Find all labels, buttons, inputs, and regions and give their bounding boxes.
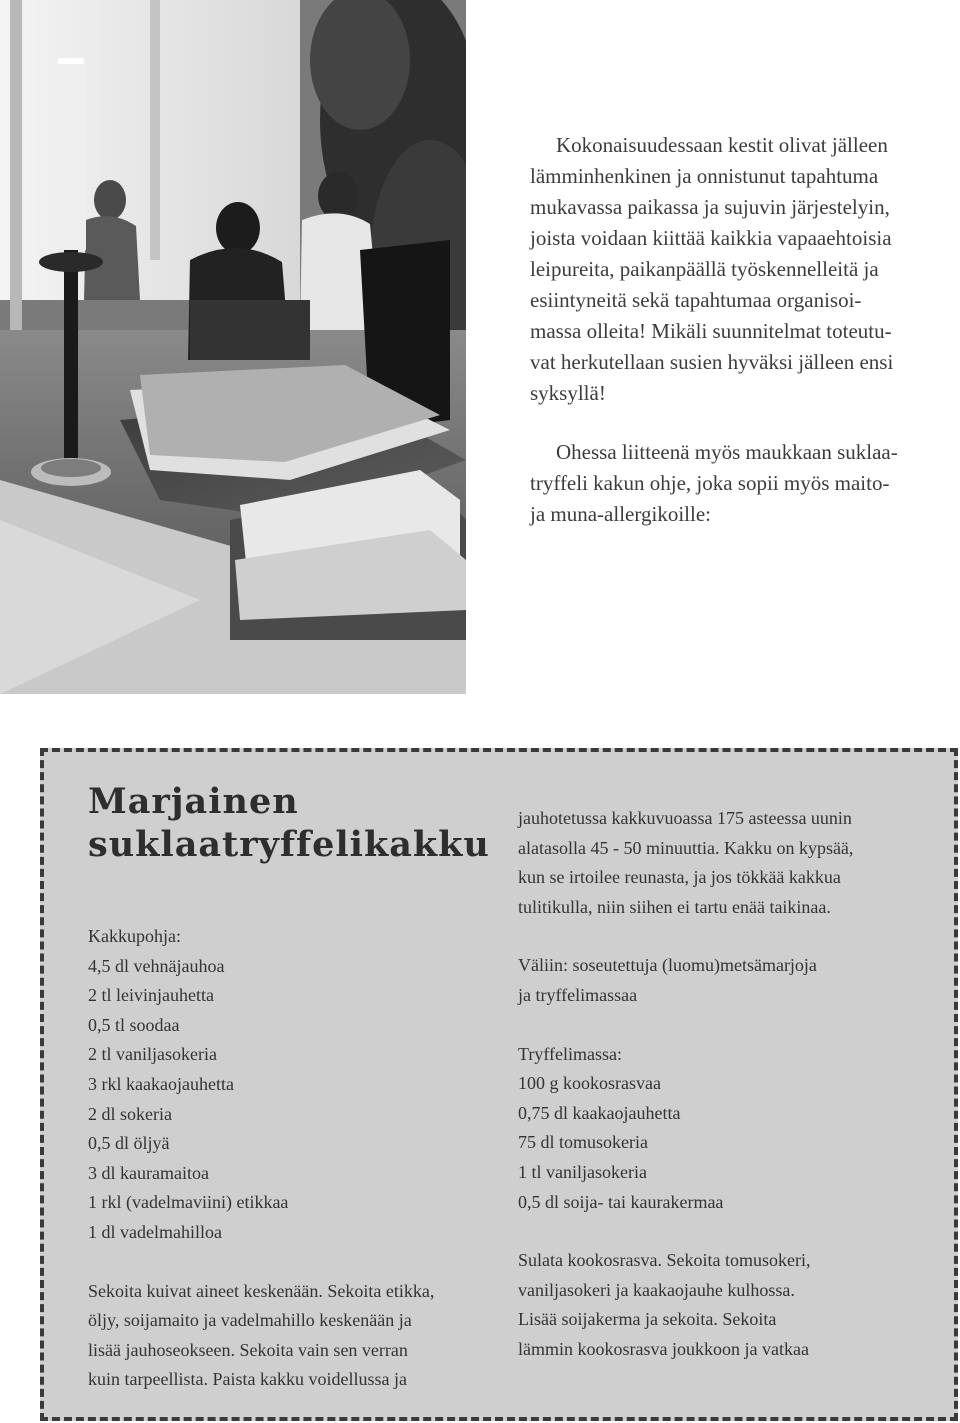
- truffle-ingredient: 1 tl vaniljasokeria: [518, 1161, 647, 1182]
- method-line: lisää jauhoseokseen. Sekoita vain sen verran: [88, 1339, 408, 1360]
- text-line: Kokonaisuudessaan kestit olivat jälleen: [556, 133, 888, 157]
- intro-paragraph-2: [530, 437, 950, 530]
- ingredient: 1 dl vadelmahilloa: [88, 1221, 222, 1242]
- ingredient: 1 rkl (vadelmaviini) etikkaa: [88, 1192, 289, 1213]
- truffle-ingredient: 100 g kookosrasvaa: [518, 1073, 661, 1094]
- recipe-title-line-1: Marjainen: [88, 781, 299, 822]
- text-line: Ohessa liitteenä myös maukkaan suklaa-: [556, 440, 898, 464]
- base-heading: Kakkupohja:: [88, 926, 181, 946]
- ingredient: 2 tl leivinjauhetta: [88, 985, 214, 1006]
- ingredient: 2 dl sokeria: [88, 1103, 172, 1124]
- intro-text: [530, 130, 950, 530]
- text-line: vat herkutellaan susien hyväksi jälleen ensi: [530, 350, 894, 374]
- ingredient: 4,5 dl vehnäjauhoa: [88, 955, 225, 976]
- ingredient: 3 rkl kaakaojauhetta: [88, 1073, 234, 1094]
- method-line: jauhotetussa kakkuvuoassa 175 asteessa uunin: [518, 808, 852, 828]
- truffle-ingredient: 75 dl tomusokeria: [518, 1132, 648, 1153]
- method-line: alatasolla 45 - 50 minuuttia. Kakku on kypsää,: [518, 837, 854, 858]
- text-line: syksyllä!: [530, 381, 606, 405]
- ingredient: 0,5 tl soodaa: [88, 1014, 180, 1035]
- method-line: Sekoita kuivat aineet keskenään. Sekoita etikka,: [88, 1280, 435, 1301]
- truffle-heading: Tryffelimassa:: [518, 1043, 623, 1064]
- truffle-method-line: vaniljasokeri ja kaakaojauhe kulhossa.: [518, 1279, 795, 1300]
- truffle-method-line: Sulata kookosrasva. Sekoita tomusokeri,: [518, 1250, 811, 1271]
- text-line: esiintyneitä sekä tapahtumaa organisoi-: [530, 288, 862, 312]
- text-line: tryffeli kakun ohje, joka sopii myös maito-: [530, 471, 890, 495]
- method-line: tulitikulla, niin siihen ei tartu enää taikinaa.: [518, 896, 831, 917]
- truffle-method-line: Lisää soijakerma ja sekoita. Sekoita: [518, 1309, 777, 1330]
- recipe-title: [88, 780, 490, 866]
- recipe-right-column: [518, 804, 938, 1365]
- method-line: kun se irtoilee reunasta, ja jos tökkää kakkua: [518, 867, 841, 888]
- truffle-ingredient: 0,75 dl kaakaojauhetta: [518, 1102, 681, 1123]
- ingredient: 2 tl vaniljasokeria: [88, 1044, 217, 1065]
- intro-paragraph-1-rest: [530, 161, 950, 409]
- recipe-title-line-2: suklaatryffelikakku: [88, 824, 490, 865]
- ingredient: 3 dl kauramaitoa: [88, 1162, 209, 1183]
- text-line: joista voidaan kiittää kaikkia vapaaehtoisia: [530, 226, 892, 250]
- text-line: leipureita, paikanpäällä työskennelleitä ja: [530, 257, 879, 281]
- truffle-ingredient: 0,5 dl soija- tai kaurakermaa: [518, 1191, 724, 1212]
- recipe-box: [40, 748, 958, 1421]
- filling-line: ja tryffelimassaa: [518, 984, 638, 1005]
- truffle-method-line: lämmin kookosrasva joukkoon ja vatkaa: [518, 1338, 809, 1359]
- cafe-photo: [0, 0, 466, 694]
- text-line: mukavassa paikassa ja sujuvin järjestelyin,: [530, 195, 890, 219]
- ingredient: 0,5 dl öljyä: [88, 1133, 170, 1154]
- method-line: kuin tarpeellista. Paista kakku voidellussa ja: [88, 1369, 407, 1390]
- text-line: lämminhenkinen ja onnistunut tapahtuma: [530, 164, 879, 188]
- method-line: öljy, soijamaito ja vadelmahillo keskenään ja: [88, 1310, 412, 1331]
- filling-line: Väliin: soseutettuja (luomu)metsämarjoja: [518, 955, 817, 976]
- text-line: ja muna-allergikoille:: [530, 502, 711, 526]
- text-line: massa olleita! Mikäli suunnitelmat toteutu-: [530, 319, 892, 343]
- intro-paragraph-1: [530, 130, 950, 161]
- recipe-left-column: [88, 922, 508, 1395]
